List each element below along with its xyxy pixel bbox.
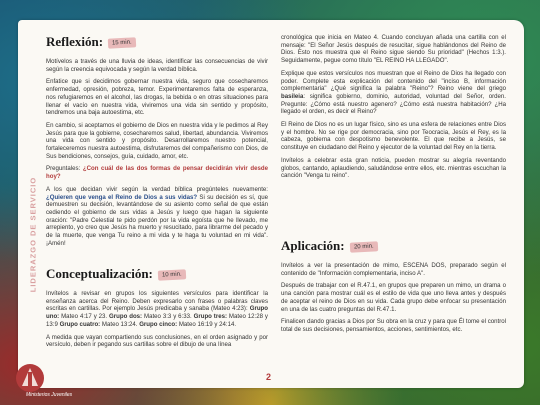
reflexion-heading (46, 34, 136, 50)
aplicacion-p1: Invítelos a ver la presentación de mimo, ESCENA DOS, preparado según el contenido de "Información complementaria, inciso A". (281, 262, 506, 277)
right-p2-rest: : significa gobierno, dominio, autoridad, voluntad del Señor, orden. Pregunte: ¿Cómo está nuestro agenero? ¿Cómo está nuestra habitación? ¿Ha llegado el orden, es decir el Reino? (281, 92, 506, 116)
reflexion-question (46, 165, 268, 180)
reflexion-p1: Motívelos a través de una lluvia de ideas, identificar las consecuencias de vivir según la creencia equivocada y según la verdad bíblica. (46, 58, 268, 73)
group-four-verses: Mateo 13:24. (101, 320, 138, 328)
reflexion-p3: En cambio, si aceptamos el gobierno de Dios en nuestra vida y le pedimos al Rey Jesús para que la gobierne, cosecharemos salud, libertad, abundancia. Viviremos una vida con sentido y propósito. Desarrollaremos nuestro potencial, fortaleceremos nuestra autoestima, disfrutaremos del compañerismo con Dios, de Sus bendiciones, consejos, guía, cuidado, amor, etc. (46, 121, 268, 160)
conceptualizacion-body (46, 290, 268, 354)
group-two-verses: Mateo 3:3 y 6:33. (144, 313, 192, 321)
logo-caption: Ministerios Juveniles (26, 392, 73, 398)
conceptualizacion-heading (46, 266, 186, 282)
reflexion-time-badge: 15 min. (108, 37, 136, 48)
group-four-label: Grupo cuatro: (59, 320, 101, 328)
right-p3: El Reino de Dios no es un lugar físico, sino es una esfera de relaciones entre Dios y el hombre. No se rige por democracia, sino por Teocracia, Jesús el Rey, es la cabeza, gobierna con despotismo benevolente. El que recibe a Jesús, se constituye en ciudadano del Reino y ejecutor de la voluntad del Rey en la tierra. (281, 121, 506, 152)
sidebar-label (18, 170, 38, 320)
right-p2-word: basileia (281, 92, 304, 100)
group-three-verses: Mateo 12:28 y 13:9 (46, 313, 268, 328)
conceptualizacion-time-badge: 10 min. (158, 269, 186, 280)
aplicacion-body (281, 262, 506, 339)
left-column (46, 58, 268, 252)
group-five-verses: Mateo 16:19 y 24:14. (178, 320, 237, 328)
reflexion-p4 (46, 186, 268, 248)
page-number: 2 (266, 372, 272, 382)
group-two-label: Grupo dos: (109, 313, 143, 321)
reflexion-title: Reflexión: (46, 34, 104, 49)
right-p4: Invítelos a celebrar esta gran noticia, pueden mostrar su alegría reventando globos, cantando, aplaudiendo, saludándose entre ellos, etc. mientras escuchan la canción "Venga tu reino". (281, 156, 506, 180)
sidebar-label-text: LIDERAZGO DE SERVICIO (28, 176, 38, 293)
reflexion-p4-body: Si su decisión es sí, que demuestren su decisión, levantándose de su asiento como señal de que están cediendo el gobierno de sus vidas a Jesús y luego que hagan la siguiente oración: "Padre Celestial te pido perdón por la vida egoísta que he llevado, me arrepiento, yo creo que Jesús ha muerto y resucitado, para librarme del pecado y de la muerte, que venga Tu reino a mi vida y te haga tu voluntad en mi vida". ¡Amén! (46, 193, 269, 247)
aplicacion-heading (281, 238, 377, 254)
conceptualizacion-title: Conceptualización: (46, 266, 153, 281)
aplicacion-p2: Después de trabajar con el R.47.1, en grupos que preparen un mimo, un drama o una canción para mostrar cuál es el estilo de vida que uno lleva antes y después de aceptar el reino de Dios en su vida. Cada grupo debe enfocar su presentación en una de las cuatro preguntas del R.47.1. (281, 282, 506, 313)
reflexion-p4-intro: A los que decidan vivir según la verdad bíblica pregúnteles nuevamente: (46, 185, 268, 193)
group-five-label: Grupo cinco: (139, 320, 178, 328)
conceptualizacion-p2: A medida que vayan compartiendo sus conclusiones, en el orden asignado y por versículo, deben ir pegando sus cartillas sobre el dibujo de una línea (46, 333, 268, 349)
conceptualizacion-p1 (46, 290, 268, 329)
question-label: Preguntales: (46, 165, 81, 173)
reflexion-p4-question: ¿Quieren que venga el Reino de Dios a sus vidas? (46, 193, 198, 201)
group-three-label: Grupo tres: (193, 313, 228, 321)
reflexion-p2: Enfatice que si decidimos gobernar nuestra vida, seguro que cosecharemos enfermedad, opresión, pobreza, temor. Experimentaremos falta de esperanza, nos refugiaremos en el alcohol, las drogas, la bebida o en otras situaciones para llenar el vacío en nuestra vida, viviremos una vida sin sentido y propósito, tendremos una baja autoestima, etc. (46, 78, 268, 117)
conceptualizacion-p1-text: Invítelos a revisar en grupos los siguientes versículos para identificar la enseñanza acerca del Reino. Deben expresarlo con frases o palabras claves escritas en cartillas. Por ejemplo Jesús predicaba y sanaba (Mateo 4:23): (46, 290, 268, 313)
right-column (281, 34, 506, 185)
right-p2 (281, 70, 506, 116)
aplicacion-time-badge: 20 min. (349, 241, 377, 252)
right-p2-text: Explique que estos versículos nos muestran que el Reino de Dios ha llegado con poder. Complete esta explicación del contenido del "inciso B, información complementaria" ¿Qué significa la palabra "Reino"? Reino viene del griego (281, 69, 506, 93)
aplicacion-p3: Finalicen dando gracias a Dios por Su obra en la cruz y para que Él tome el control total de sus decisiones, pensamientos, acciones, sentimientos, etc. (281, 318, 506, 333)
group-one-label: Grupo uno: (46, 305, 268, 321)
question-text: ¿Con cuál de las dos formas de pensar decidirán vivir desde hoy? (46, 165, 268, 181)
group-one-verses: Mateo 4:17 y 23. (61, 313, 108, 321)
aplicacion-title: Aplicación: (281, 238, 345, 253)
right-p1: cronológica que inicia en Mateo 4. Cuando concluyan añada una cartilla con el mensaje: "El Señor Jesús después de resucitar, sigue hablándonos del Reino de Dios. Esto nos muestra que el Reino sigue siendo Su prioridad" (Hechos 1:3.). Seguidamente, pegue como título "EL REINO HA LLEGADO". (281, 34, 506, 65)
